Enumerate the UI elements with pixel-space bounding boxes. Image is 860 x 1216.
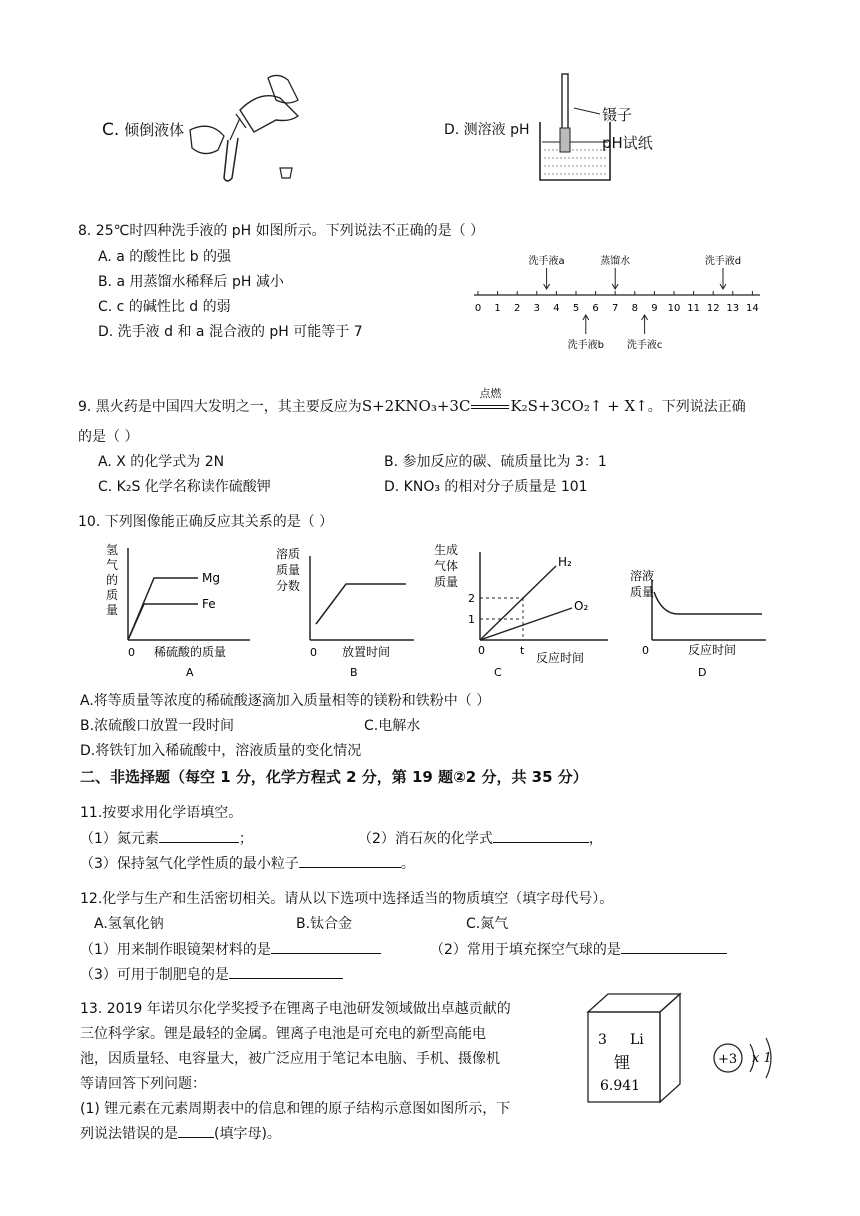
section2-title: 二、非选择题（每空 1 分，化学方程式 2 分，第 19 题②2 分，共 35 分） — [80, 768, 588, 786]
q12-choice-c: C.氮气 — [466, 916, 509, 932]
graph-a-origin: 0 — [128, 646, 135, 659]
graph-b-xlabel: 放置时间 — [342, 645, 391, 659]
q8-option-a: A. a 的酸性比 b 的强 — [98, 249, 232, 265]
q13-line1: 13. 2019 年诺贝尔化学奖授予在锂离子电池研发领域做出卓越贡献的 — [80, 1001, 511, 1017]
atom-nucleus: +3 — [718, 1052, 738, 1067]
atom-shell-label: x 1 — [752, 1051, 772, 1066]
ph-tick-label: 10 — [667, 303, 681, 314]
element-name: 锂 — [614, 1053, 631, 1072]
ph-marker — [627, 315, 663, 351]
q10-option-c: C.电解水 — [364, 718, 421, 734]
graph-d-line — [654, 592, 762, 614]
graph-c-tick-1: 1 — [468, 613, 475, 626]
q9-condition-arrow — [470, 387, 510, 415]
graph-c-tick-t: t — [520, 644, 525, 657]
q12-stem: 12.化学与生产和生活密切相关。请从以下选项中选择适当的物质填空（填字母代号）。 — [80, 891, 614, 907]
graph-c-h2-label: H₂ — [558, 555, 572, 569]
q13-sub1b-label: 列说法错误的是 — [80, 1126, 178, 1142]
q13-line2: 三位科学家。锂是最轻的金属。锂离子电池是可充电的新型高能电 — [80, 1026, 486, 1042]
ph-marker — [529, 254, 565, 289]
element-symbol: Li — [630, 1032, 644, 1048]
graph-b — [274, 540, 424, 680]
q11-part2-label: （2）消石灰的化学式 — [358, 831, 493, 847]
q11-stem: 11.按要求用化学语填空。 — [80, 805, 243, 821]
graph-b-caption: B — [350, 666, 358, 679]
graph-a-ylabel-1: 氢 — [106, 543, 119, 557]
graph-a-ylabel-3: 的 — [106, 573, 119, 587]
graph-a-xlabel: 稀硫酸的质量 — [154, 645, 227, 659]
q13-sub1b — [80, 1123, 281, 1143]
graph-c-o2-label: O₂ — [574, 599, 589, 613]
q13-line3: 池，因质量轻、电容量大，被广泛应用于笔记本电脑、手机、摄像机 — [80, 1051, 500, 1067]
ph-marker-label: 洗手液b — [567, 340, 604, 351]
q13-line4: 等请回答下列问题： — [80, 1076, 206, 1092]
graph-a-fe-line — [128, 604, 198, 640]
ph-tick-label: 6 — [592, 303, 599, 314]
ph-tick-label: 5 — [572, 303, 580, 314]
graph-b-ylabel-2: 质量 — [276, 563, 301, 577]
element-number: 3 — [598, 1032, 607, 1048]
q12-part3 — [80, 964, 343, 984]
q10-option-d: D.将铁钉加入稀硫酸中，溶液质量的变化情况 — [80, 743, 362, 759]
q9-stem-b: 。下列说法正确 — [647, 399, 746, 415]
q12-blank-1[interactable] — [271, 939, 381, 954]
q9-option-b: B. 参加反应的碳、硫质量比为 3：1 — [384, 454, 607, 470]
pouring-liquid-illustration — [180, 70, 320, 185]
ph-tick-label: 12 — [706, 303, 720, 314]
q9-condition: 点燃 — [479, 387, 502, 400]
q8-stem: 8. 25℃时四种洗手液的 pH 如图所示。下列说法不正确的是（ ） — [78, 223, 485, 239]
q11-part2-end: ， — [588, 831, 603, 847]
graph-d-xlabel: 反应时间 — [688, 643, 737, 657]
graph-a-caption: A — [186, 666, 194, 679]
q9-stem-line1 — [78, 387, 746, 416]
q11-blank-3[interactable] — [299, 853, 401, 868]
ph-marker-label: 蒸馏水 — [600, 256, 631, 267]
q8-option-b: B. a 用蒸馏水稀释后 pH 减小 — [98, 274, 284, 290]
q8-option-c: C. c 的碱性比 d 的弱 — [98, 299, 231, 315]
q9-option-a: A. X 的化学式为 2N — [98, 454, 225, 470]
ph-marker — [705, 254, 741, 289]
ph-paper-label: pH试纸 — [602, 134, 653, 152]
ph-marker-label: 洗手液d — [704, 256, 742, 267]
graph-b-line — [316, 584, 406, 624]
graph-d-ylabel-2: 质量 — [630, 585, 655, 599]
option-c-text: 倾倒液体 — [124, 121, 185, 139]
q9-option-c: C. K₂S 化学名称读作硫酸钾 — [98, 479, 271, 495]
q13-sub1c: (填字母)。 — [214, 1126, 281, 1142]
graph-c-ylabel-2: 气体 — [434, 559, 459, 573]
q11-part1-end: ； — [238, 831, 253, 847]
ph-tick-label: 4 — [553, 303, 560, 314]
q10-option-a: A.将等质量等浓度的稀硫酸逐滴加入质量相等的镁粉和铁粉中（ ） — [80, 693, 491, 709]
graph-a-mg-line — [128, 578, 198, 640]
q12-blank-3[interactable] — [229, 964, 343, 979]
graph-c-xlabel: 反应时间 — [536, 651, 585, 665]
ph-marker-label: 洗手液c — [626, 340, 663, 351]
graph-c — [432, 540, 612, 680]
q13-blank-1[interactable] — [178, 1123, 214, 1138]
q12-part1 — [80, 939, 381, 959]
q12-choice-b: B.钛合金 — [296, 916, 353, 932]
q12-part1-label: （1）用来制作眼镜架材料的是 — [80, 942, 271, 958]
ph-marker — [568, 315, 604, 351]
tweezers-label: 镊子 — [602, 106, 633, 124]
ph-marker — [600, 254, 630, 289]
q12-choice-a: A.氢氧化钠 — [94, 916, 164, 932]
graph-b-origin: 0 — [310, 646, 317, 659]
ph-tick-label: 2 — [514, 303, 521, 314]
graph-a-ylabel-5: 量 — [106, 603, 119, 617]
ph-tick-label: 11 — [687, 303, 700, 314]
ph-tick-label: 14 — [746, 303, 759, 314]
graph-d-origin: 0 — [642, 644, 649, 657]
graph-a-ylabel-2: 气 — [106, 558, 119, 572]
graph-b-ylabel-3: 分数 — [276, 579, 301, 593]
q11-part3-label: （3）保持氢气化学性质的最小粒子 — [80, 856, 299, 872]
q9-stem-a: 9. 黑火药是中国四大发明之一，其主要反应为 — [78, 399, 362, 415]
q11-part2 — [358, 828, 603, 848]
graph-d — [628, 540, 788, 680]
q10-stem: 10. 下列图像能正确反应其关系的是（ ） — [78, 514, 334, 530]
graph-c-o2-line — [480, 608, 572, 640]
ph-tick-label: 13 — [726, 303, 740, 314]
ph-scale-chart — [468, 246, 768, 356]
ph-tick-label: 0 — [474, 303, 482, 314]
q11-part3-end: 。 — [400, 856, 415, 872]
q11-part1-label: （1）氮元素 — [80, 831, 159, 847]
q11-blank-1[interactable] — [159, 828, 239, 843]
q8-option-d: D. 洗手液 d 和 a 混合液的 pH 可能等于 7 — [98, 324, 363, 340]
lithium-atom-structure — [708, 1030, 788, 1090]
q12-blank-2[interactable] — [621, 939, 727, 954]
q12-part3-label: （3）可用于制肥皂的是 — [80, 967, 229, 983]
ph-test-illustration — [530, 72, 680, 187]
q9-option-d: D. KNO₃ 的相对分子质量是 101 — [384, 479, 588, 495]
graph-c-ylabel-1: 生成 — [434, 543, 459, 557]
graph-c-h2-line — [480, 566, 556, 640]
q9-stem-c: 的是（ ） — [78, 429, 139, 445]
q11-part1 — [80, 828, 253, 848]
ph-tick-label: 9 — [651, 303, 658, 314]
graph-a — [100, 540, 260, 680]
graph-b-ylabel-1: 溶质 — [276, 547, 301, 561]
q13-sub1a: (1) 锂元素在元素周期表中的信息和锂的原子结构示意图如图所示，下 — [80, 1101, 511, 1117]
ph-tick-label: 8 — [631, 303, 638, 314]
option-d-label: D. 测溶液 pH — [444, 122, 530, 138]
q9-equation-products: K₂S+3CO₂↑ + X↑ — [510, 397, 648, 415]
ph-tick-label: 1 — [494, 303, 501, 314]
graph-c-origin: 0 — [478, 644, 485, 657]
q11-part3 — [80, 853, 415, 873]
q12-part2 — [430, 939, 727, 959]
q9-equation-reactants: S+2KNO₃+3C — [361, 397, 471, 415]
option-c — [102, 119, 184, 140]
graph-a-ylabel-4: 质 — [106, 588, 119, 602]
graph-d-ylabel-1: 溶液 — [630, 569, 655, 583]
q12-part2-label: （2）常用于填充探空气球的是 — [430, 942, 621, 958]
graph-a-mg-label: Mg — [202, 571, 220, 585]
element-cell-lithium — [584, 992, 684, 1104]
ph-marker-label: 洗手液a — [528, 256, 565, 267]
option-c-prefix: C. — [102, 120, 120, 140]
element-mass: 6.941 — [600, 1078, 641, 1094]
q11-blank-2[interactable] — [493, 828, 589, 843]
graph-c-ylabel-3: 质量 — [434, 575, 459, 589]
q10-option-b: B.浓硫酸口放置一段时间 — [80, 718, 235, 734]
graph-c-tick-2: 2 — [468, 592, 475, 605]
graph-d-caption: D — [698, 666, 707, 679]
graph-a-fe-label: Fe — [202, 597, 216, 611]
ph-tick-label: 7 — [612, 303, 619, 314]
ph-tick-label: 3 — [533, 303, 540, 314]
graph-c-caption: C — [494, 666, 502, 679]
